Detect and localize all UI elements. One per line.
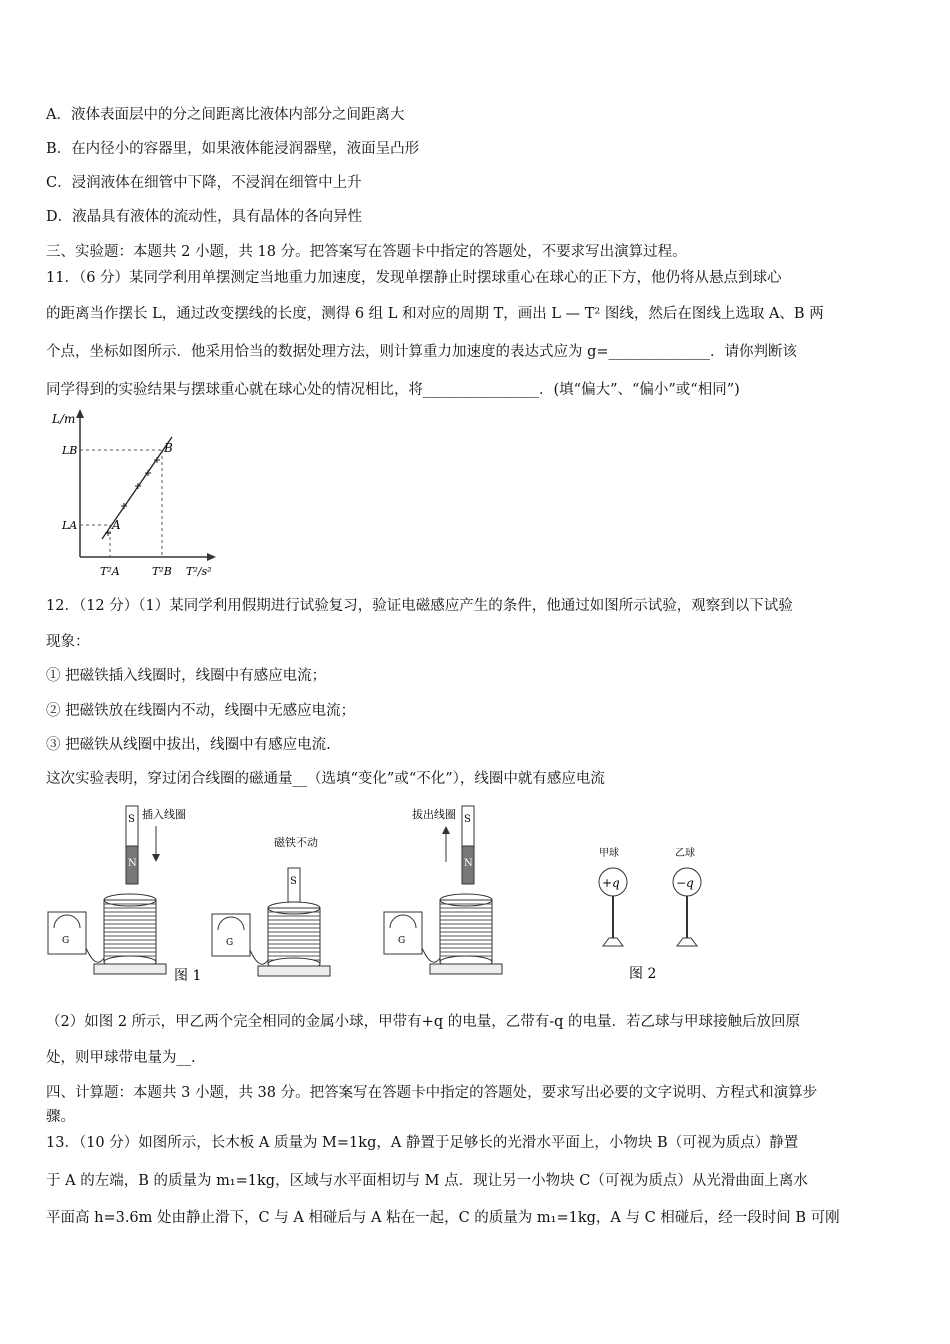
galvanometer: [48, 912, 86, 954]
svg-text:S: S: [464, 814, 471, 825]
jia-label: 甲球: [599, 848, 619, 859]
q11-line4: 同学得到的实验结果与摆球重心就在球心处的情况相比，将________________．(填“偏大”、“偏小”或“相同”): [46, 382, 740, 398]
option-d: D．液晶具有液体的流动性，具有晶体的各向异性: [46, 209, 363, 225]
x-axis-arrow: [207, 553, 216, 561]
svg-text:S: S: [290, 876, 297, 887]
setup-still: [212, 835, 330, 976]
setup-pull: [384, 806, 502, 974]
section3-heading: 三、实验题：本题共 2 小题，共 18 分。把答案写在答题卡中指定的答题处，不要求写出演算过程。: [46, 244, 687, 260]
section4-line1: 四、计算题：本题共 3 小题，共 38 分。把答案写在答题卡中指定的答题处，要求写出必要的文字说明、方程式和演算步: [46, 1085, 818, 1101]
graph-ylabel: L/m: [52, 412, 76, 426]
svg-text:+q: +q: [602, 876, 620, 890]
insert-label: 插入线圈: [142, 808, 186, 821]
q11-line2: 的距离当作摆长 L，通过改变摆线的长度，测得 6 组 L 和对应的周期 T，画出 L — T² 图线，然后在图线上选取 A、B 两: [46, 306, 824, 322]
svg-text:G: G: [398, 936, 406, 946]
magnet-s-pole: [126, 806, 138, 846]
graph-point-b: B: [164, 441, 173, 455]
q13-line1: 13．（10 分）如图所示，长木板 A 质量为 M=1kg，A 静置于足够长的光滑水平面上，小物块 B（可视为质点）静置: [46, 1135, 799, 1151]
section4-line2: 骤。: [46, 1109, 75, 1125]
graph-tb-label: T²B: [152, 565, 172, 578]
graph-ta-label: T²A: [100, 565, 120, 578]
yi-label: 乙球: [675, 848, 695, 859]
l-t2-graph: [50, 405, 230, 585]
figure-1: [44, 798, 504, 986]
still-label: 磁铁不动: [274, 836, 318, 849]
graph-la-label: LA: [62, 519, 78, 532]
y-axis-arrow: [76, 409, 84, 418]
svg-text:G: G: [226, 938, 234, 948]
q12-conclusion: 这次实验表明，穿过闭合线圈的磁通量__（选填“变化”或“不化”），线圈中就有感应电流: [46, 771, 605, 787]
graph-lb-label: LB: [62, 444, 78, 457]
q12-obs1: ① 把磁铁插入线圈时，线圈中有感应电流；: [46, 668, 327, 684]
q13-line2: 于 A 的左端，B 的质量为 m₁=1kg，区域与水平面相切与 M 点．现让另一小物块 C（可视为质点）从光滑曲面上离水: [46, 1173, 808, 1189]
svg-text:S: S: [128, 814, 135, 825]
option-b: B．在内径小的容器里，如果液体能浸润器壁，液面呈凸形: [46, 141, 420, 157]
q13-line3: 平面高 h=3.6m 处由静止滑下，C 与 A 相碰后与 A 粘在一起，C 的质量为 m₁=1kg，A 与 C 相碰后，经一段时间 B 可刚: [46, 1210, 840, 1226]
q11-line1: 11．（6 分）某同学利用单摆测定当地重力加速度，发现单摆静止时摆球重心在球心的正下方，他仍将从悬点到球心: [46, 270, 782, 286]
coil: [104, 900, 156, 962]
fig2-caption: 图 2: [629, 966, 657, 982]
svg-text:G: G: [62, 936, 70, 946]
fig1-caption: 图 1: [174, 968, 202, 984]
figure-2: [585, 840, 725, 986]
q12-part2-line2: 处，则甲球带电量为__.: [46, 1050, 196, 1066]
q12-obs3: ③ 把磁铁从线圈中拔出，线圈中有感应电流.: [46, 737, 331, 753]
svg-text:N: N: [128, 858, 137, 869]
q12-obs2: ② 把磁铁放在线圈内不动，线圈中无感应电流；: [46, 703, 356, 719]
graph-point-a: A: [112, 518, 121, 532]
pull-label: 拔出线圈: [412, 808, 456, 821]
q12-line2: 现象：: [46, 634, 90, 650]
svg-text:N: N: [464, 858, 473, 869]
graph-xlabel: T²/s²: [186, 565, 212, 578]
q12-line1: 12．（12 分）（1）某同学利用假期进行试验复习，验证电磁感应产生的条件，他通过如图所示试验，观察到以下试验: [46, 598, 793, 614]
option-a: A．液体表面层中的分之间距离比液体内部分之间距离大: [46, 107, 405, 123]
svg-text:−q: −q: [676, 876, 694, 890]
option-c: C．浸润液体在细管中下降，不浸润在细管中上升: [46, 175, 362, 191]
q11-line3: 个点，坐标如图所示．他采用恰当的数据处理方法，则计算重力加速度的表达式应为 g=______________．请你判断该: [46, 344, 798, 360]
setup-insert: [48, 806, 186, 974]
q12-part2-line1: （2）如图 2 所示，甲乙两个完全相同的金属小球，甲带有+q 的电量，乙带有-q 的电量．若乙球与甲球接触后放回原: [46, 1014, 800, 1030]
